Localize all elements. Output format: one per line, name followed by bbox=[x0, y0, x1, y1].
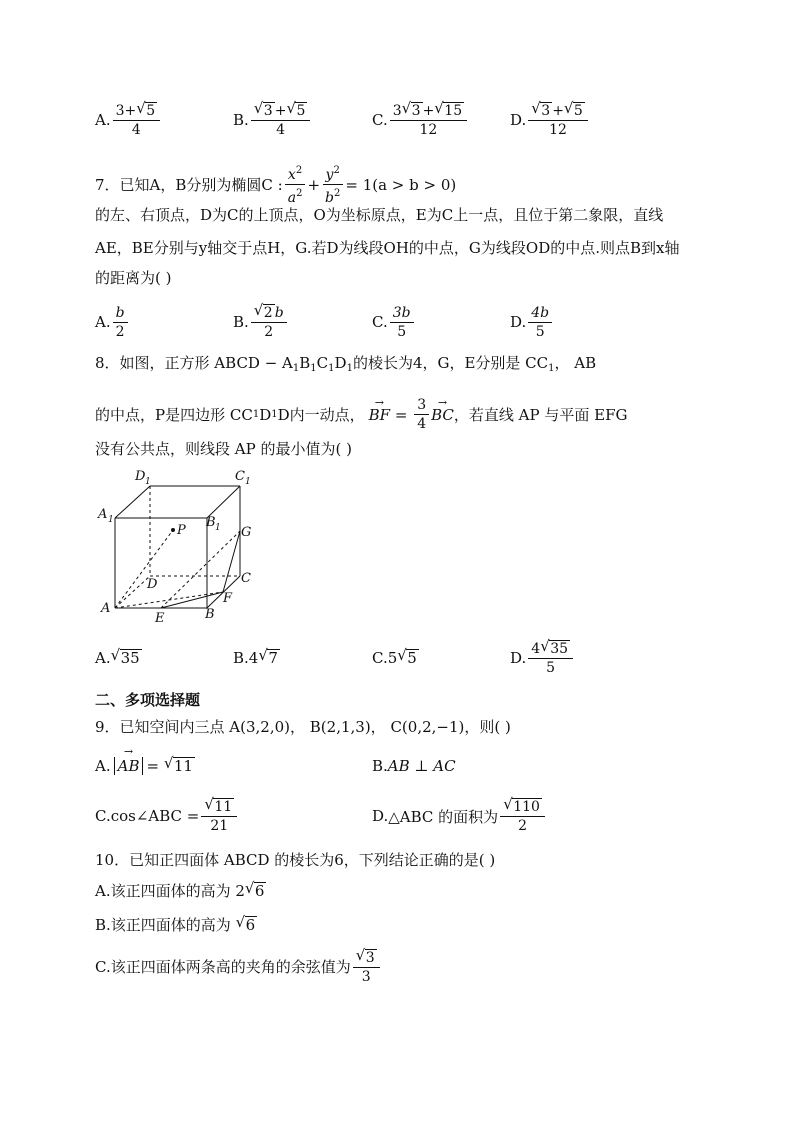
q6-option-d: D. √ $\frac{3 +√ 5}{12}$ bbox=[510, 98, 590, 142]
q7-option-a: A. $\frac{b}{2}$ bbox=[95, 300, 130, 344]
label-g: G bbox=[241, 525, 252, 540]
label-p: P bbox=[177, 523, 186, 538]
q10-option-b: B.该正四面体的高为 √ 6 bbox=[95, 915, 257, 935]
q9-stem: 9．已知空间内三点 A(3,2,0)， B(2,1,3)， C(0,2,−1)，则( ) bbox=[95, 718, 511, 736]
q6-option-b: B. √ $\frac{3 +√ 5}{4}$ bbox=[233, 98, 312, 142]
q9-options-row1 bbox=[95, 744, 734, 788]
label-f: F bbox=[223, 591, 233, 606]
label-b: B bbox=[205, 607, 215, 622]
label-d: D bbox=[147, 577, 158, 592]
q7-frac-y: $\frac{y^2}{b^2}$ bbox=[322, 162, 343, 207]
svg-text:1: 1 bbox=[108, 515, 114, 525]
q6-options bbox=[95, 98, 734, 142]
q9-option-b: B. AB ⊥ AC bbox=[372, 757, 456, 775]
q9-options-row2 bbox=[95, 794, 734, 838]
q8-options bbox=[95, 636, 734, 680]
label-c1: C bbox=[235, 469, 245, 484]
q8-option-c: C. 5 √ 5 bbox=[372, 636, 419, 680]
q9-option-a: A. → AB = √ 11 bbox=[95, 744, 195, 788]
q10-option-c: C.该正四面体两条高的夹角的余弦值为 √ $\frac{3}{3}$ bbox=[95, 945, 382, 989]
q6-option-c: C. $\frac{3√ 3 +√ 15}{12}$ bbox=[372, 98, 469, 142]
section-title: 二、多项选择题 bbox=[95, 691, 201, 709]
q7-option-b: B. √ $\frac{2 b}{2}$ bbox=[233, 300, 289, 344]
q8-option-a: A. √ 35 bbox=[95, 636, 142, 680]
q8-line1: 8．如图，正方形 ABCD − $A_1B_1C_1D_1$的棱长为4，G，E分别是 $CC_1$， AB bbox=[95, 354, 597, 374]
label-a1: A bbox=[98, 507, 108, 522]
q8-option-d: D. $\frac{4√ 35}{5}$ bbox=[510, 636, 575, 680]
cube-figure bbox=[95, 466, 265, 626]
q8-line3: 没有公共点，则线段 AP 的最小值为( ) bbox=[95, 440, 352, 458]
q7-option-d: D. $\frac{4b}{5}$ bbox=[510, 300, 554, 344]
label-e: E bbox=[155, 611, 165, 626]
svg-text:1: 1 bbox=[145, 477, 151, 487]
label-a: A bbox=[101, 601, 111, 616]
q7-line3: AE，BE分别与y轴交于点H，G.若D为线段OH的中点，G为线段OD的中点.则点B到x轴 bbox=[95, 239, 680, 257]
svg-text:1: 1 bbox=[245, 477, 251, 487]
q10-stem: 10．已知正四面体 ABCD 的棱长为6，下列结论正确的是( ) bbox=[95, 851, 496, 869]
label-d1: D bbox=[135, 469, 146, 484]
q10-option-a: A.该正四面体的高为 2√ 6 bbox=[95, 881, 266, 901]
label-c: C bbox=[241, 571, 251, 586]
q7-option-c: C. $\frac{3b}{5}$ bbox=[372, 300, 416, 344]
q8-option-b: B. 4 √ 7 bbox=[233, 636, 280, 680]
q7-options bbox=[95, 300, 734, 344]
q7-stem: 7．已知A，B分别为椭圆C : $\frac{x^2}{a^2}$ + $\frac{y^2}{b^2}$ = 1(a > b > 0) bbox=[95, 162, 456, 207]
q8-line2: 的中点，P是四边形 CC 1 D 1 D 内一动点， → BF = $\frac{3}{4}$ → BC ，若直线 AP 与平面 EFG bbox=[95, 396, 627, 433]
q9-option-d: D. △ABC 的面积为 √ $\frac{110}{2}$ bbox=[372, 794, 547, 838]
label-b1: B bbox=[206, 515, 216, 530]
q7-line4: 的距离为( ) bbox=[95, 269, 172, 287]
q7-line2: 的左、右顶点，D为C的上顶点，O为坐标原点，E为C上一点，且位于第二象限，直线 bbox=[95, 206, 664, 224]
q6-option-a: A. $\frac{3+√ 5}{4}$ bbox=[95, 98, 162, 142]
q7-frac-x: $\frac{x^2}{a^2}$ bbox=[285, 162, 306, 207]
q9-option-c: C. cos∠ABC = √ $\frac{11}{21}$ bbox=[95, 794, 239, 838]
svg-text:1: 1 bbox=[215, 523, 221, 533]
